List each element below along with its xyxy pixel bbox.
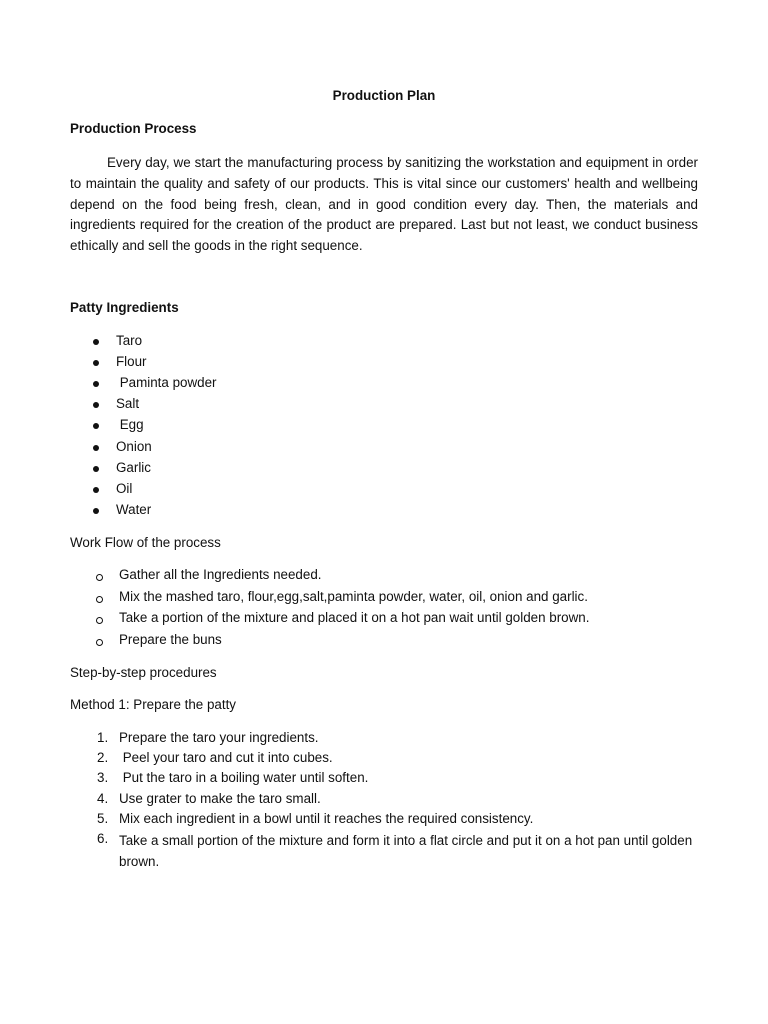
work-flow-heading: Work Flow of the process bbox=[70, 535, 221, 550]
step-number: 4. bbox=[97, 791, 109, 806]
circle-bullet-icon bbox=[96, 617, 103, 624]
bullet-icon bbox=[93, 339, 99, 345]
page-title: Production Plan bbox=[332, 88, 436, 103]
method-heading: Method 1: Prepare the patty bbox=[70, 697, 236, 712]
step-number: 3. bbox=[97, 770, 109, 785]
bullet-icon bbox=[93, 508, 99, 514]
document-page: Production Plan Production Process Every day, we start the manufacturing process by sanitizing the workstation and equipment in order to maintain the quality and safety of our products. This is vital since our customers' health and wellbeing depend on the food being fresh, clean, and in good condition every day. Then, the materials and ingredients required for the creation of the product are prepared. Last but not least, we conduct business ethically and sell the goods in the right sequence. Patty Ingredients Taro Flour Paminta powder Salt Egg Onion Garlic Oil Water Work Flow of the process Gather all the Ingredients needed. Mix the mashed taro, flour,egg,salt,paminta powder, water, oil, onion and garlic. Take a portion of the mixture and placed it on a hot pan wait until golden brown. Prepare the buns Step-by-step procedures Method 1: Prepare the patty 1. Prepare the taro your ingredients. 2. Peel your taro and cut it into cubes. 3. Put the taro in a boiling water until soften. 4. Use grater to make the taro small. 5. Mix each ingredient in a bowl until it reaches the required consistency. 6. Take a small portion of the mixture and form it into a flat circle and put it on a hot pan until golden brown. bbox=[0, 0, 768, 1024]
bullet-icon bbox=[93, 487, 99, 493]
circle-bullet-icon bbox=[96, 596, 103, 603]
bullet-icon bbox=[93, 402, 99, 408]
bullet-icon bbox=[93, 381, 99, 387]
production-process-heading: Production Process bbox=[70, 121, 197, 136]
step-number: 1. bbox=[97, 730, 109, 745]
bullet-icon bbox=[93, 445, 99, 451]
step-number: 2. bbox=[97, 750, 109, 765]
bullet-icon bbox=[93, 466, 99, 472]
bullet-icon bbox=[93, 423, 99, 429]
step-number: 5. bbox=[97, 811, 109, 826]
circle-bullet-icon bbox=[96, 639, 103, 646]
production-process-paragraph: Every day, we start the manufacturing process by sanitizing the workstation and equipment in order to maintain the quality and safety of our products. This is vital since our customers' health and wellbeing depend on the food being fresh, clean, and in good condition every day. Then, the materials and ingredients required for the creation of the product are prepared. Last but not least, we conduct business ethically and sell the goods in the right sequence. bbox=[70, 155, 698, 254]
procedures-heading: Step-by-step procedures bbox=[70, 665, 217, 680]
bullet-icon bbox=[93, 360, 99, 366]
circle-bullet-icon bbox=[96, 574, 103, 581]
step-number: 6. bbox=[97, 831, 109, 846]
patty-ingredients-heading: Patty Ingredients bbox=[70, 300, 179, 315]
